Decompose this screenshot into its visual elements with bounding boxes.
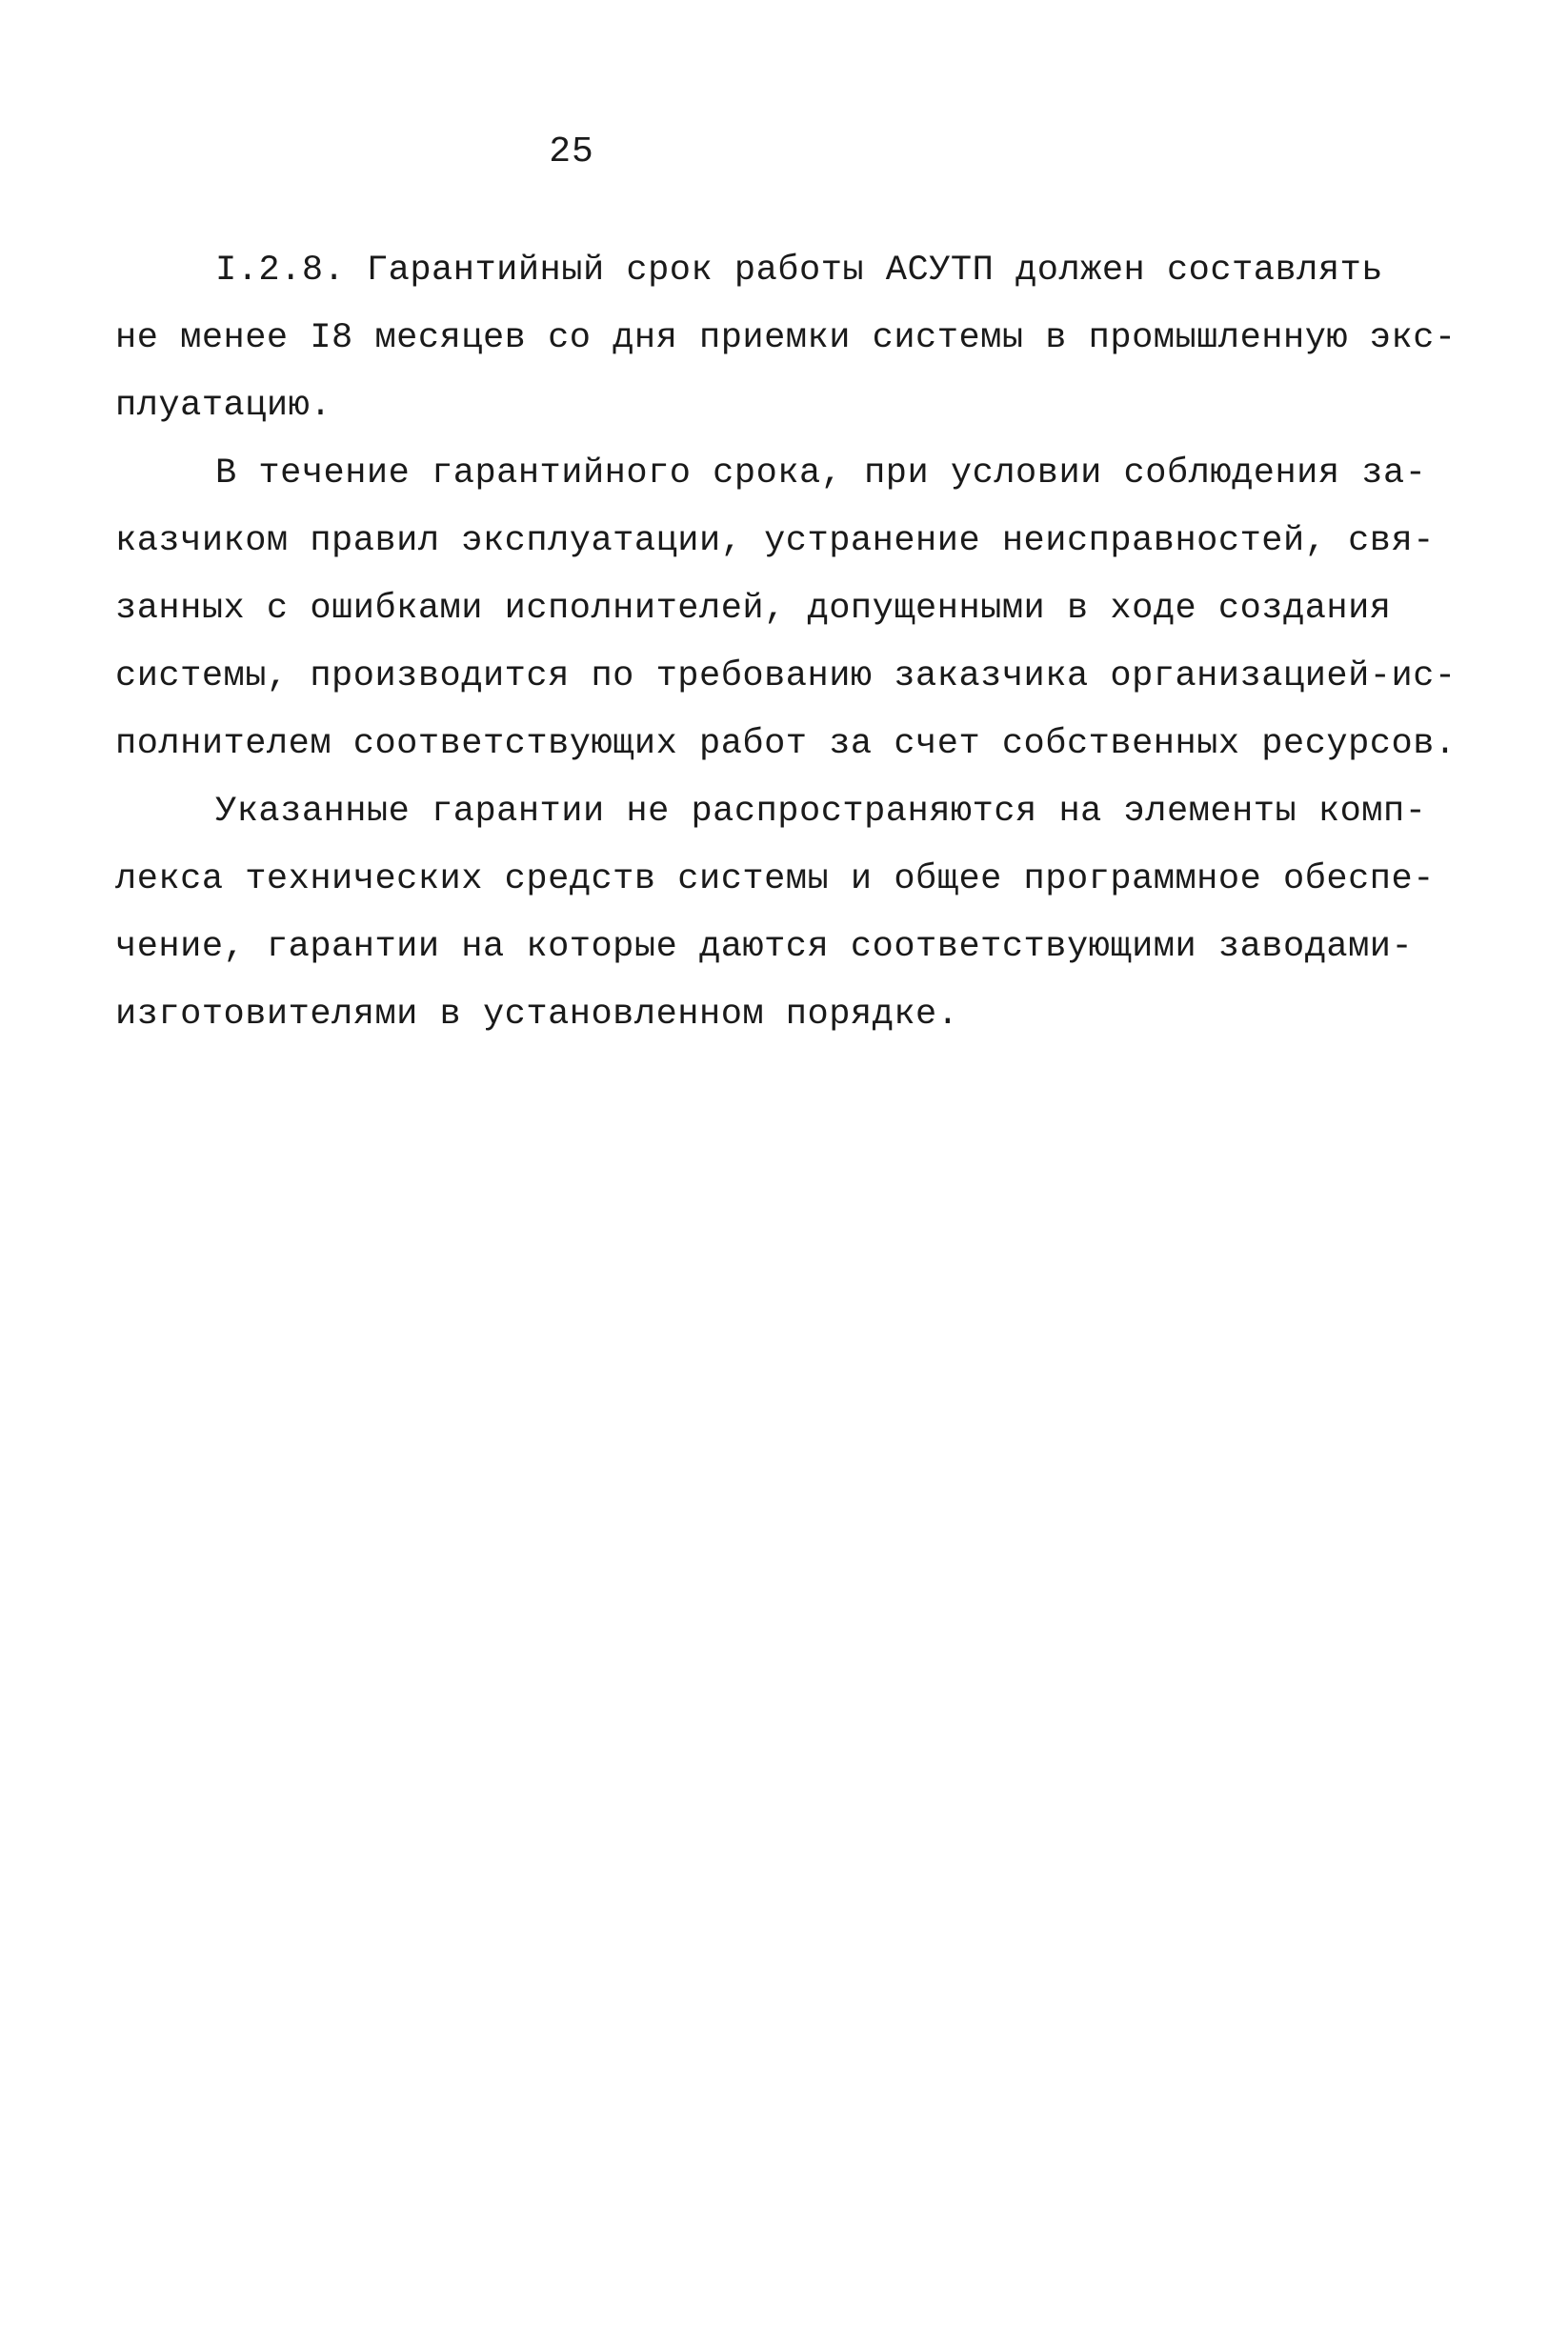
text-line: В течение гарантийного срока, при условии соблюдения за- <box>215 453 1427 493</box>
text-line: системы, производится по требованию заказчика организацией-ис- <box>115 656 1457 696</box>
text-line: I.2.8. Гарантийный срок работы АСУТП должен составлять <box>215 251 1383 291</box>
text-line: чение, гарантии на которые даются соответствующими заводами- <box>115 927 1414 967</box>
text-line: плуатацию. <box>115 386 332 426</box>
text-line: изготовителями в установленном порядке. <box>115 995 959 1035</box>
text-line: Указанные гарантии не распространяются на элементы комп- <box>215 792 1427 832</box>
page-number: 25 <box>549 131 594 172</box>
text-line: занных с ошибками исполнителей, допущенными в ходе создания <box>115 589 1392 629</box>
text-line: лекса технических средств системы и общее программное обеспе- <box>115 859 1435 899</box>
text-line: казчиком правил эксплуатации, устранение неисправностей, свя- <box>115 521 1435 561</box>
text-line: полнителем соответствующих работ за счет собственных ресурсов. <box>115 724 1457 764</box>
text-line: не менее I8 месяцев со дня приемки системы в промышленную экс- <box>115 318 1457 358</box>
